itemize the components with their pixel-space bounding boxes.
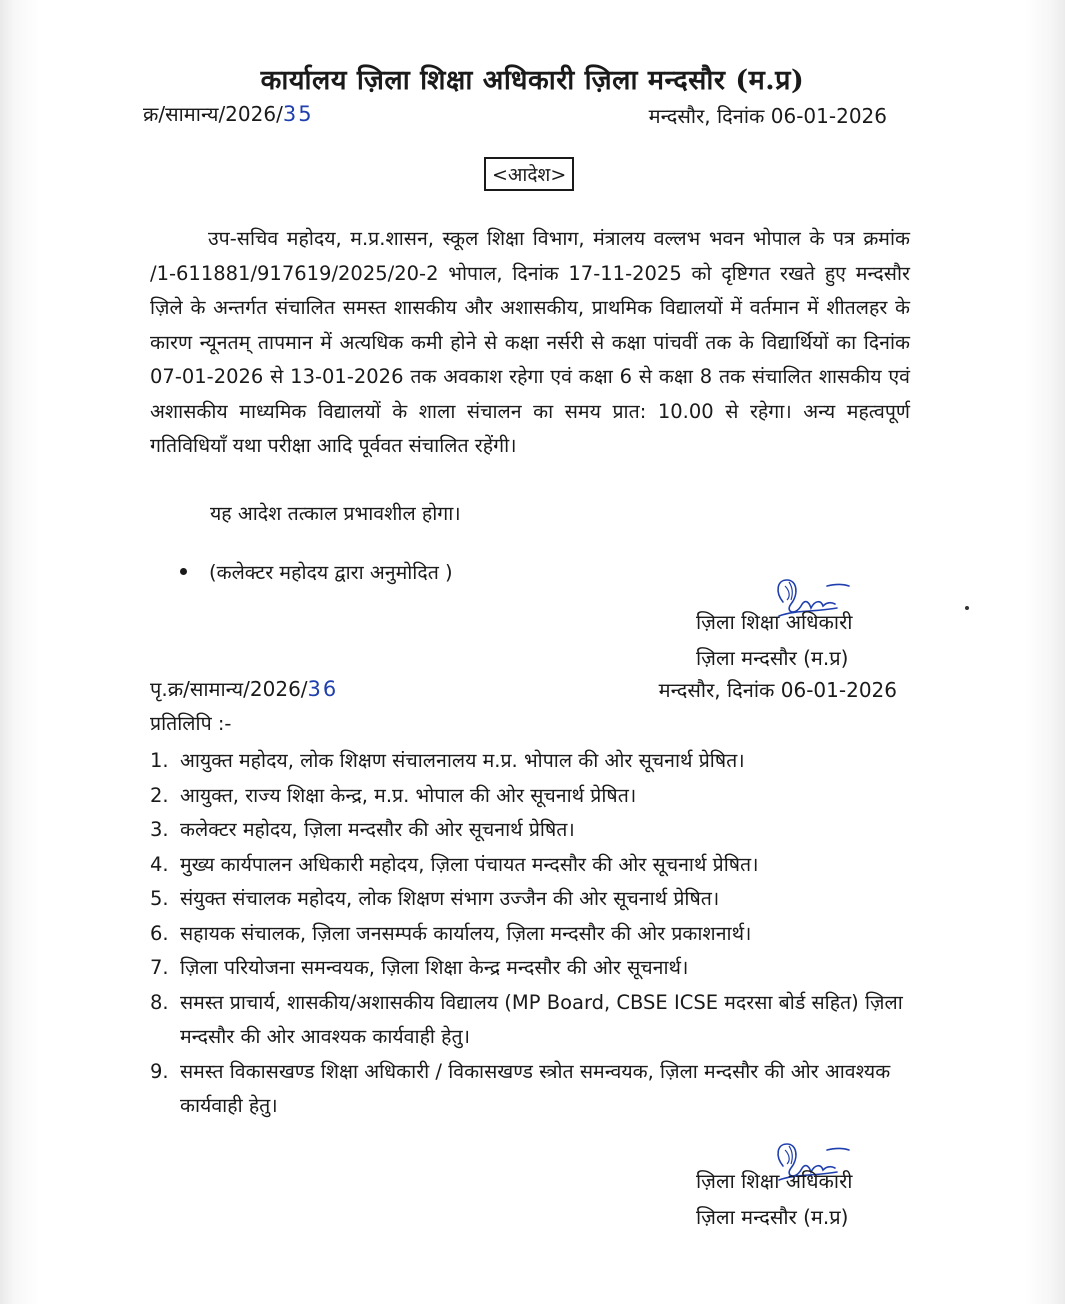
recipient-list xyxy=(150,744,910,1124)
signatory-designation: ज़िला शिक्षा अधिकारी xyxy=(696,610,853,634)
list-item-number: 5. xyxy=(150,887,169,910)
list-item-number: 7. xyxy=(150,956,169,979)
list-item xyxy=(150,951,910,986)
signatory-designation-2: ज़िला शिक्षा अधिकारी xyxy=(696,1169,853,1193)
list-item xyxy=(150,986,910,1055)
list-item-number: 3. xyxy=(150,818,169,841)
list-item-text: आयुक्त महोदय, लोक शिक्षण संचालनालय म.प्र. भोपाल की ओर सूचनार्थ प्रेषित। xyxy=(180,749,745,772)
effective-statement: यह आदेश तत्काल प्रभावशील होगा। xyxy=(210,502,461,525)
signatory-block xyxy=(696,604,852,676)
order-heading: <आदेश> xyxy=(484,157,574,191)
scan-speck xyxy=(965,606,969,610)
order-reference-number: 35 xyxy=(282,102,314,126)
list-item-text: आयुक्त, राज्य शिक्षा केन्द्र, म.प्र. भोपाल की ओर सूचनार्थ प्रेषित। xyxy=(180,783,637,807)
bullet-icon xyxy=(180,568,187,575)
list-item-number: 4. xyxy=(150,852,169,876)
list-item-number: 2. xyxy=(150,783,169,807)
approval-note-text: (कलेक्टर महोदय द्वारा अनुमोदित ) xyxy=(209,561,453,584)
list-item-text: समस्त विकासखण्ड शिक्षा अधिकारी / विकासखण्ड स्त्रोत समन्वयक, ज़िला मन्दसौर की ओर आवश्यक कार्यवाही हेतु। xyxy=(180,1059,891,1117)
list-item xyxy=(150,779,910,814)
list-item-text: कलेक्टर महोदय, ज़िला मन्दसौर की ओर सूचनार्थ प्रेषित। xyxy=(180,818,575,841)
signatory-location-2: ज़िला मन्दसौर (म.प्र) xyxy=(696,1205,849,1229)
list-item-text: मुख्य कार्यपालन अधिकारी महोदय, ज़िला पंचायत मन्दसौर की ओर सूचनार्थ प्रेषित। xyxy=(180,852,759,876)
list-item xyxy=(150,1055,910,1124)
order-reference-prefix: क्र/सामान्य/2026/ xyxy=(143,102,283,126)
copy-date: मन्दसौर, दिनांक 06-01-2026 xyxy=(658,678,897,702)
list-item-text: सहायक संचालक, ज़िला जनसम्पर्क कार्यालय, ज़िला मन्दसौर की ओर प्रकाशनार्थ। xyxy=(180,921,752,945)
list-item xyxy=(150,813,910,848)
copy-reference xyxy=(150,675,338,702)
order-paragraph: उप-सचिव महोदय, म.प्र.शासन, स्कूल शिक्षा विभाग, मंत्रालय वल्लभ भवन भोपाल के पत्र क्रमांक /1-611881/917619/2025/20-2 भोपाल, दिनांक 17-11-2025 को दृष्टिगत रखते हुए मन्दसौर ज़िले के अन्तर्गत संचालित समस्त शासकीय और अशासकीय, प्राथमिक विद्यालयों में वर्तमान में शीतलहर के कारण न्यूनतम् तापमान में अत्यधिक कमी होने से कक्षा नर्सरी से कक्षा पांचवीं तक के विद्यार्थियों का दिनांक 07-01-2026 से 13-01-2026 तक अवकाश रहेगा एवं कक्षा 6 से कक्षा 8 तक संचालित शासकीय एवं अशासकीय माध्यमिक विद्यालयों के शाला संचालन का समय प्रात: 10.00 से रहेगा। अन्य महत्वपूर्ण गतिविधियाँ यथा परीक्षा आदि पूर्ववत संचालित रहेंगी। xyxy=(150,227,910,457)
copy-label: प्रतिलिपि :- xyxy=(150,712,232,735)
list-item xyxy=(150,848,910,883)
list-item-number: 8. xyxy=(150,990,169,1014)
list-item-number: 9. xyxy=(150,1059,169,1083)
list-item xyxy=(150,882,910,917)
list-item-text: समस्त प्राचार्य, शासकीय/अशासकीय विद्यालय (MP Board, CBSE ICSE मदरसा बोर्ड सहित) ज़िला मन्दसौर की ओर आवश्यक कार्यवाही हेतु। xyxy=(180,990,903,1048)
copy-reference-prefix: पृ.क्र/सामान्य/2026/ xyxy=(150,677,308,701)
order-body xyxy=(150,222,910,464)
approval-note xyxy=(180,558,453,585)
copy-reference-number: 36 xyxy=(307,677,339,701)
list-item xyxy=(150,744,910,779)
signatory-block-2 xyxy=(696,1163,852,1235)
list-item-text: संयुक्त संचालक महोदय, लोक शिक्षण संभाग उज्जैन की ओर सूचनार्थ प्रेषित। xyxy=(180,887,720,910)
list-item-text: ज़िला परियोजना समन्वयक, ज़िला शिक्षा केन्द्र मन्दसौर की ओर सूचनार्थ। xyxy=(180,956,689,979)
office-title: कार्यालय ज़िला शिक्षा अधिकारी ज़िला मन्दसौर (म.प्र) xyxy=(260,65,805,96)
list-item xyxy=(150,917,910,952)
signatory-location: ज़िला मन्दसौर (म.प्र) xyxy=(696,646,849,670)
list-item-number: 6. xyxy=(150,921,169,945)
order-reference xyxy=(143,100,314,127)
list-item-number: 1. xyxy=(150,749,169,772)
order-date: मन्दसौर, दिनांक 06-01-2026 xyxy=(648,104,887,128)
